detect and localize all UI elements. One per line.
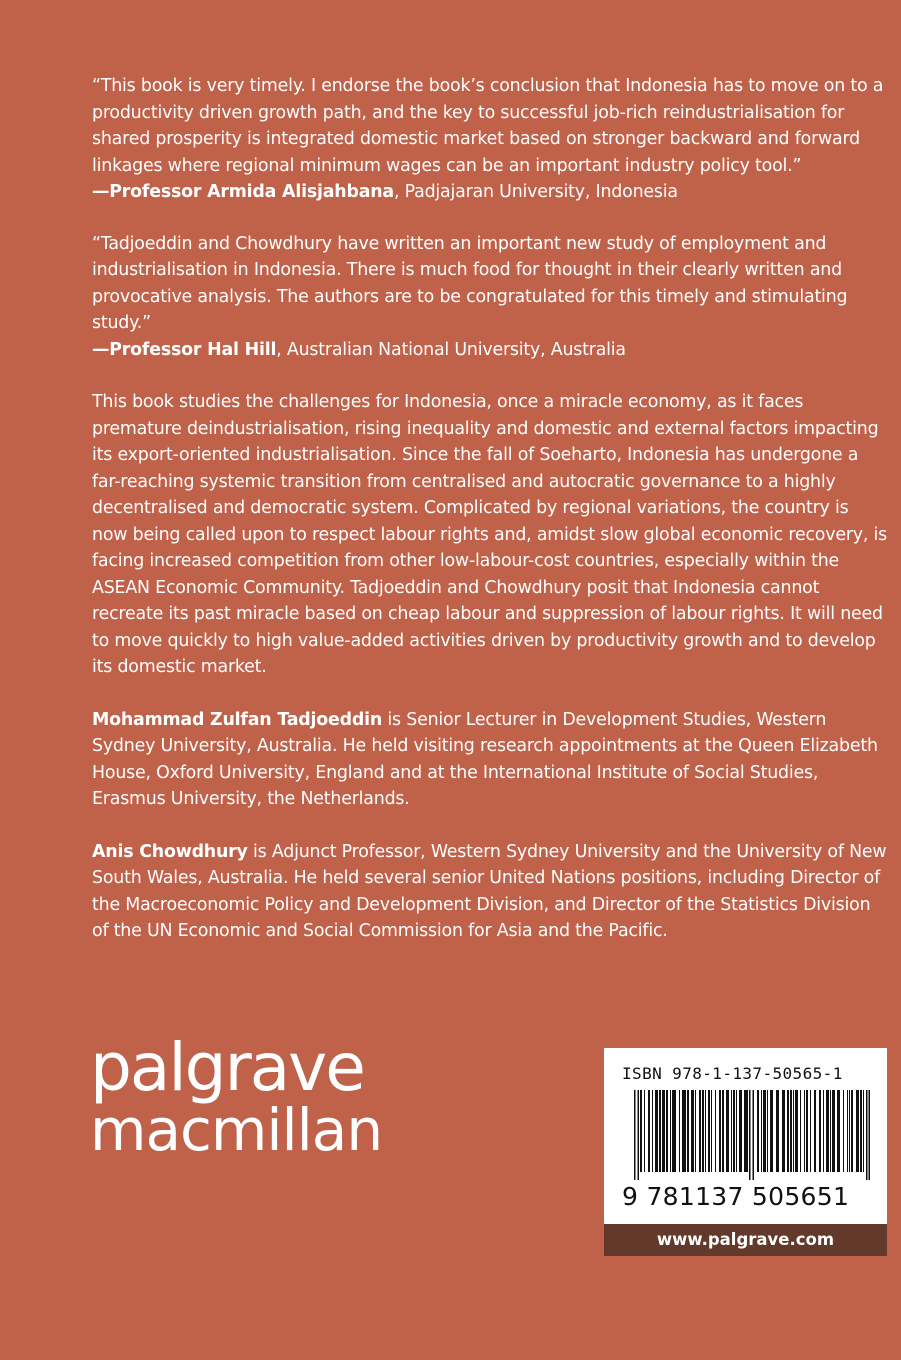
endorsement-attribution-2 — [92, 337, 888, 364]
barcode-bar — [782, 1090, 785, 1172]
barcode-bar — [722, 1090, 724, 1172]
barcode-bar — [733, 1090, 735, 1172]
barcode-bar — [679, 1090, 680, 1172]
endorser-name-1: —Professor Armida Alisjahbana — [92, 182, 394, 202]
barcode-digits: 9 781137 505651 — [622, 1182, 850, 1211]
barcode-bar — [659, 1090, 661, 1172]
barcode-bars — [634, 1090, 872, 1180]
endorsement-attribution-1 — [92, 179, 888, 206]
barcode-bar — [793, 1090, 794, 1172]
barcode-bar — [869, 1090, 871, 1180]
barcode-bar — [832, 1090, 835, 1172]
barcode-bar — [826, 1090, 829, 1172]
barcode-bar — [702, 1090, 704, 1172]
book-description: This book studies the challenges for Indonesia, once a miracle economy, as it faces premature deindustrialisation, rising inequality and domestic and external factors impacting its export-oriented industrialisation. Since the fall of Soeharto, Indonesia has undergone a far-reaching systemic transition from centralised and autocratic governance to a highly decentralised and democratic system. Complicated by regional variations, the country is now being called upon to respect labour rights and, amidst slow global economic recovery, is facing increased competition from other low-labour-cost countries, especially within the ASEAN Economic Community. Tadjoeddin and Chowdhury posit that Indonesia cannot recreate its past miracle based on cheap labour and suppression of labour rights. It will need to move quickly to high value-added activities driven by productivity growth and to develop its domestic market. — [92, 392, 888, 677]
barcode-graphic — [634, 1090, 872, 1180]
isbn-label: ISBN 978-1-137-50565-1 — [622, 1064, 843, 1083]
barcode-bar — [804, 1090, 805, 1172]
endorser-affiliation-2: , Australian National University, Australia — [276, 339, 626, 360]
barcode-bar — [744, 1090, 748, 1172]
back-cover-text — [92, 73, 888, 945]
barcode-bar — [856, 1090, 859, 1172]
barcode-bar — [708, 1090, 710, 1172]
barcode-bar — [662, 1090, 665, 1172]
barcode-bar — [767, 1090, 768, 1172]
barcode-bar — [719, 1090, 721, 1172]
barcode-bar — [830, 1090, 831, 1172]
author-bio-text-1: is Senior Lecturer in Development Studies, Western Sydney University, Australia. He held visiting research appointments at the Queen Elizabeth House, Oxford University, England and at the International Institute of Social Studies, Erasmus University, the Netherlands. — [92, 709, 878, 809]
barcode-bar — [705, 1090, 706, 1172]
barcode-bar — [860, 1090, 862, 1172]
barcode-bar — [638, 1090, 640, 1180]
author-bio-text-2: is Adjunct Professor, Western Sydney University and the University of New South Wales, Australia. He held several senior United Nations positions, including Director of the Macroeconomic Policy and Development Division, and Director of the Statistics Division of the UN Economic and Social Commission for Asia and the Pacific. — [92, 841, 887, 941]
barcode-bar — [749, 1090, 751, 1180]
barcode-bar — [736, 1090, 737, 1172]
barcode-bar — [837, 1090, 840, 1172]
barcode-bar — [800, 1090, 801, 1172]
endorsement-quote-1: “This book is very timely. I endorse the book’s conclusion that Indonesia has to move on to a productivity driven growth path, and the key to successful job-rich reindustrialisation for shared prosperity is integrated domestic market based on stronger backward and forward linkages where regional minimum wages can be an important industry policy tool.” — [92, 76, 884, 176]
barcode-bar — [790, 1090, 792, 1172]
barcode-bar — [810, 1090, 811, 1172]
barcode-bar — [644, 1090, 645, 1172]
barcode-bar — [739, 1090, 742, 1172]
barcode-bar — [711, 1090, 712, 1172]
barcode-bar — [648, 1090, 650, 1172]
barcode-bar — [672, 1090, 676, 1172]
barcode-bar — [691, 1090, 694, 1172]
barcode-bar — [776, 1090, 779, 1172]
barcode-bar — [849, 1090, 850, 1172]
publisher-logo-line1: palgrave — [90, 1029, 364, 1106]
barcode-bar — [753, 1090, 755, 1180]
barcode-bar — [866, 1090, 868, 1180]
author-name-2: Anis Chowdhury — [92, 841, 248, 862]
barcode-bar — [847, 1090, 848, 1172]
barcode-bar — [640, 1090, 642, 1172]
barcode-bar — [814, 1090, 816, 1172]
endorsement-quote-2: “Tadjoeddin and Chowdhury have written an important new study of employment and industrialisation in Indonesia. There is much food for thought in their clearly written and provocative analysis. The authors are to be congratulated for this timely and stimulating study.” — [92, 233, 848, 333]
barcode-bar — [666, 1090, 668, 1172]
barcode-bar — [634, 1090, 636, 1180]
barcode-bar — [761, 1090, 762, 1172]
barcode-bar — [763, 1090, 766, 1172]
barcode-bar — [757, 1090, 759, 1172]
author-bio-2 — [92, 839, 888, 945]
barcode-bar — [731, 1090, 732, 1172]
barcode-bar — [655, 1090, 658, 1172]
endorser-affiliation-1: , Padjajaran University, Indonesia — [393, 182, 678, 202]
barcode-bar — [687, 1090, 689, 1172]
barcode-bar — [695, 1090, 696, 1172]
barcode-bar — [863, 1090, 864, 1172]
barcode-bar — [715, 1090, 716, 1172]
barcode-bar — [682, 1090, 686, 1172]
barcode-bar — [770, 1090, 773, 1172]
barcode-bar — [843, 1090, 844, 1172]
publisher-logo-line2: macmillan — [90, 1096, 383, 1164]
barcode-bar — [652, 1090, 653, 1172]
barcode-bar — [787, 1090, 789, 1172]
author-name-1: Mohammad Zulfan Tadjoeddin — [92, 709, 383, 730]
barcode-bar — [819, 1090, 821, 1172]
barcode-bar — [823, 1090, 824, 1172]
barcode-bar — [726, 1090, 729, 1172]
endorser-name-2: —Professor Hal Hill — [92, 339, 277, 360]
barcode-bar — [670, 1090, 671, 1172]
isbn-barcode — [604, 1048, 887, 1224]
barcode-bar — [806, 1090, 808, 1172]
barcode-bar — [795, 1090, 798, 1172]
author-bio-1 — [92, 707, 888, 813]
barcode-bar — [851, 1090, 853, 1172]
publisher-url: www.palgrave.com — [604, 1224, 887, 1256]
publisher-logo — [90, 1029, 390, 1164]
barcode-bar — [699, 1090, 701, 1172]
